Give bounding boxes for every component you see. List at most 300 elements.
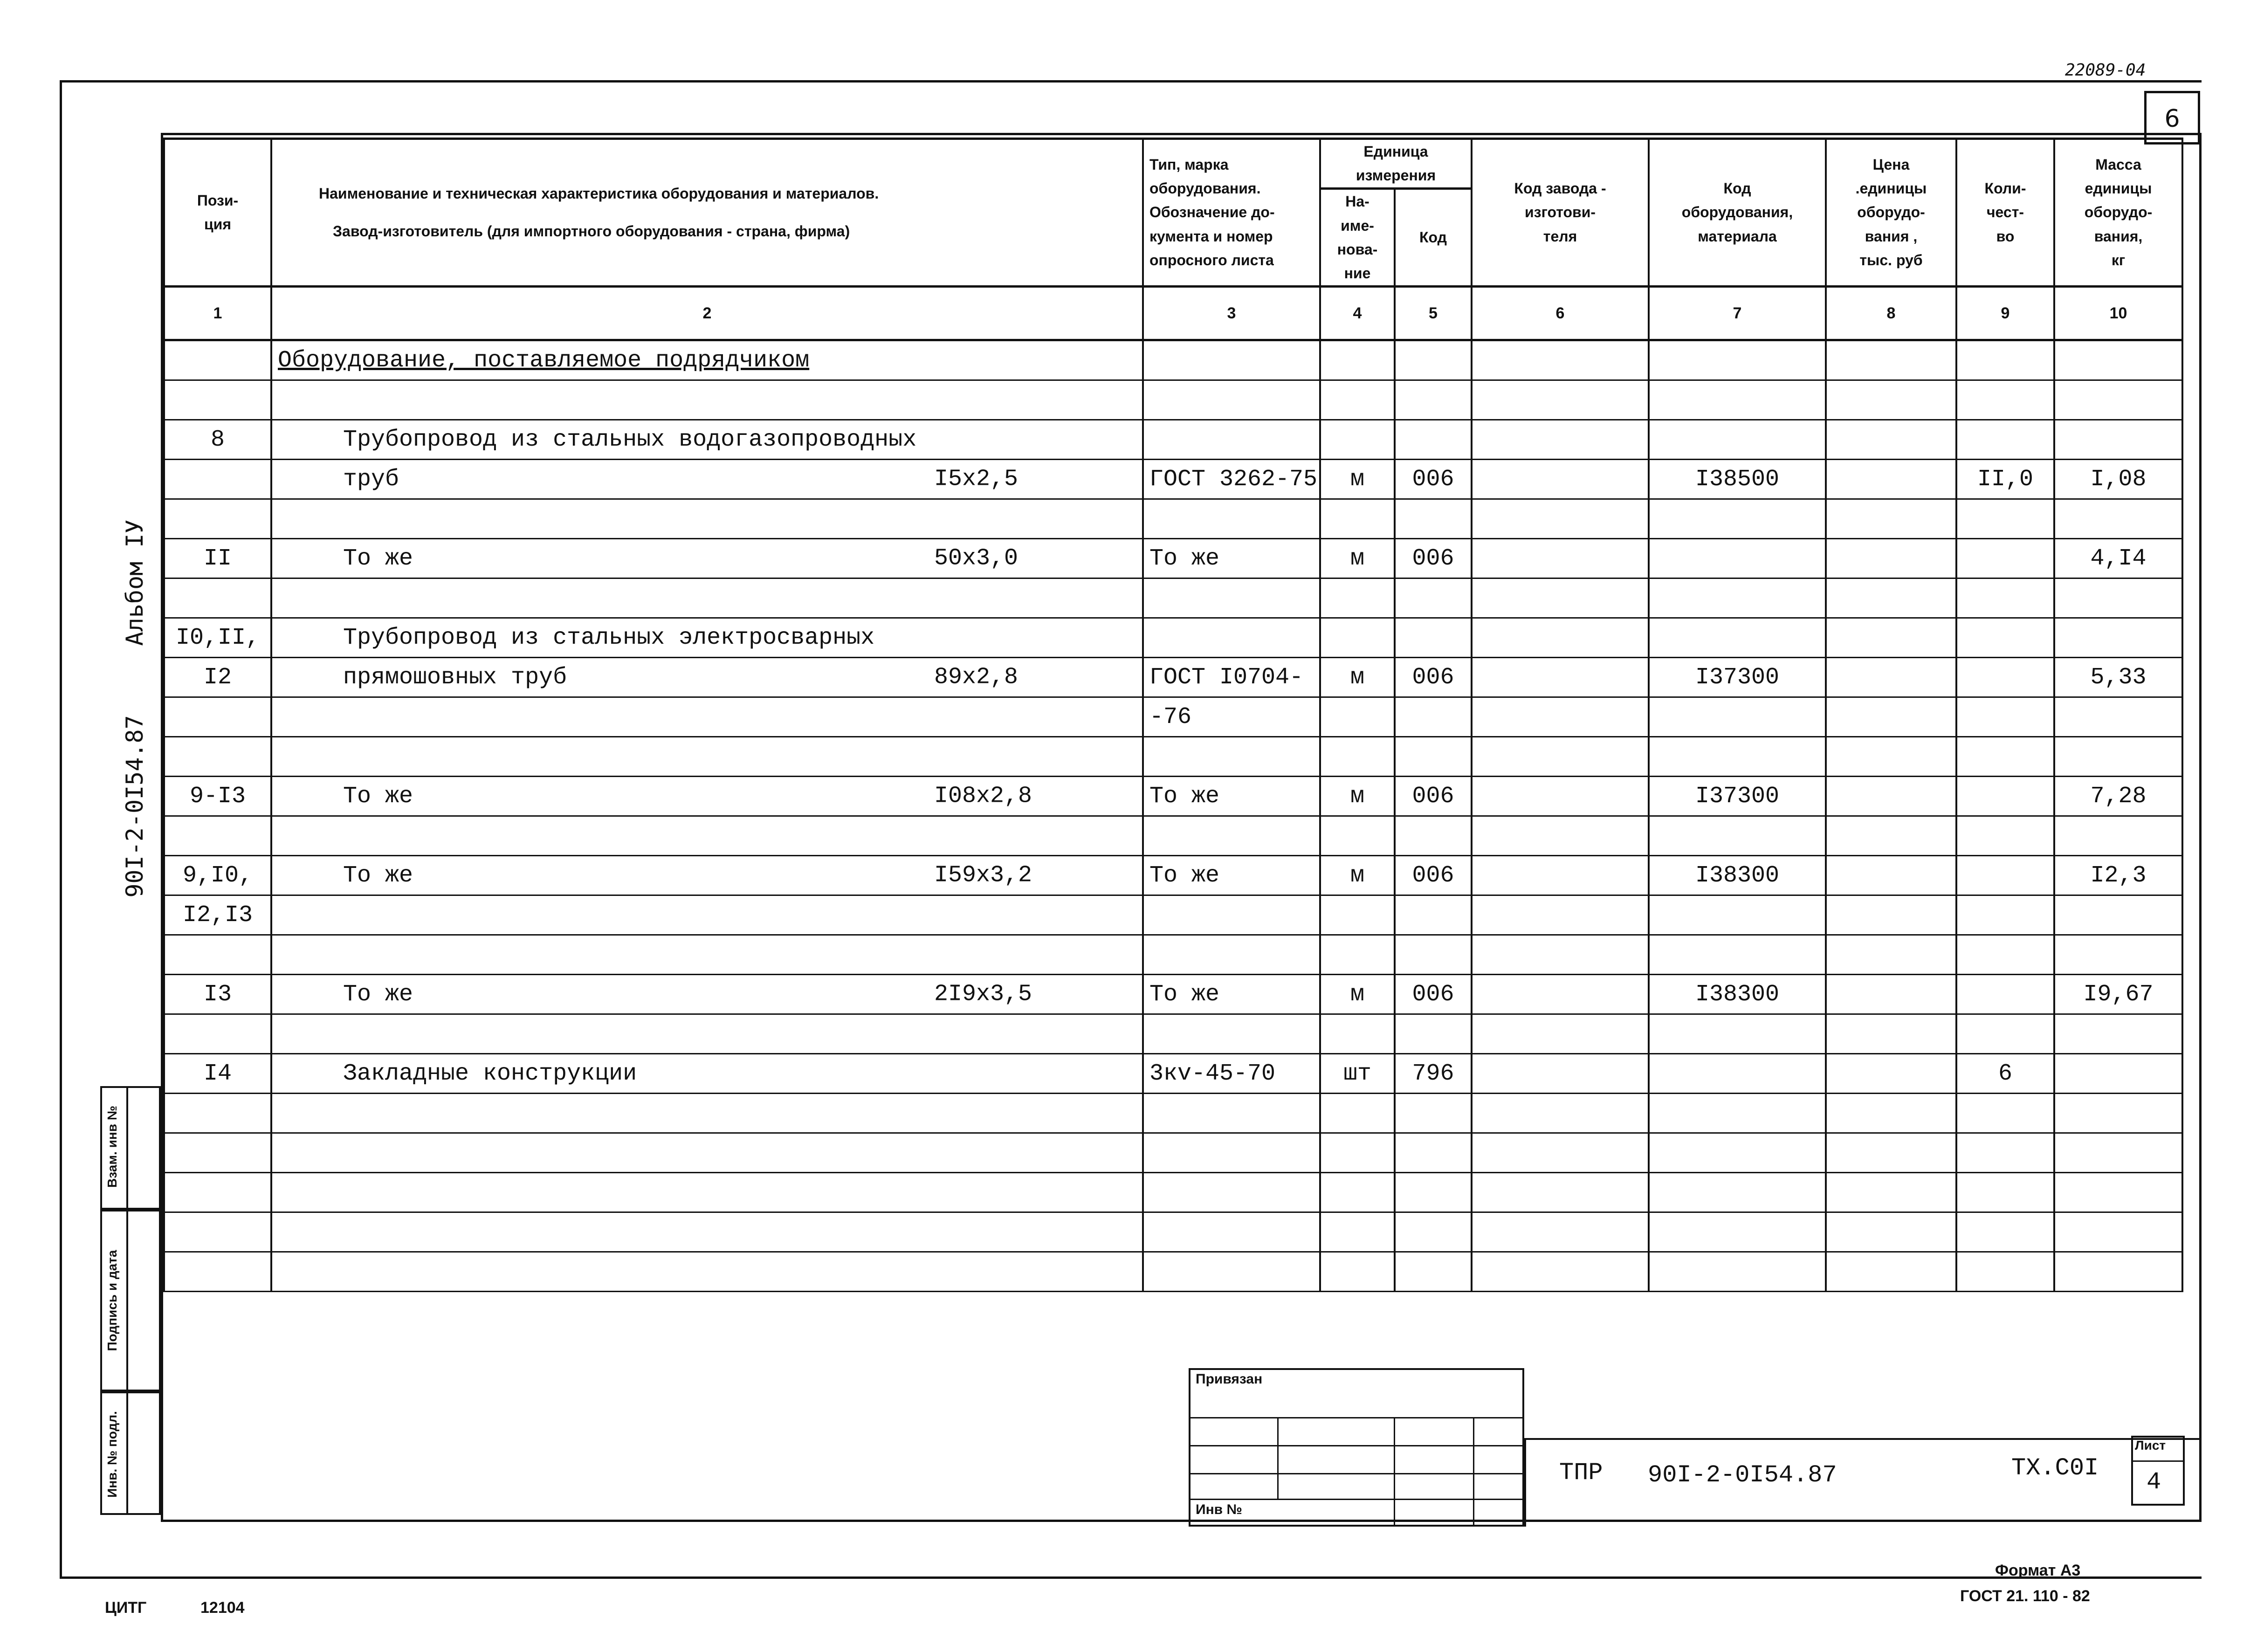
position-cell xyxy=(164,499,271,539)
empty-cell xyxy=(1826,539,1956,578)
mass-cell xyxy=(2054,895,2182,935)
item-name xyxy=(278,902,343,929)
header-mass: Масса единицы оборудо- вания, кг xyxy=(2054,139,2182,287)
item-size: 50x3,0 xyxy=(934,545,1018,572)
position-cell xyxy=(164,1094,271,1133)
item-size: 89x2,8 xyxy=(934,664,1018,691)
unit-cell xyxy=(1320,1094,1395,1133)
empty-cell xyxy=(1472,895,1649,935)
stub-vzam-label: Взам. инв № xyxy=(105,1106,119,1188)
empty-cell xyxy=(1472,499,1649,539)
doc-cell xyxy=(1143,935,1320,975)
equipment-code-cell: I38300 xyxy=(1649,975,1826,1014)
table-row xyxy=(164,658,2182,697)
quantity-cell xyxy=(1956,618,2054,658)
quantity-cell xyxy=(1956,777,2054,816)
table-row xyxy=(164,499,2182,539)
unit-cell: м xyxy=(1320,658,1395,697)
position-cell xyxy=(164,737,271,777)
empty-cell xyxy=(1472,1014,1649,1054)
empty-cell xyxy=(1472,935,1649,975)
equipment-code-cell xyxy=(1649,539,1826,578)
unit-code-cell xyxy=(1395,935,1472,975)
name-cell xyxy=(271,380,1143,420)
item-name xyxy=(278,1021,343,1047)
unit-code-cell xyxy=(1395,1212,1472,1252)
project-side-label: 90I-2-0I54.87 xyxy=(121,715,148,898)
equipment-code-cell xyxy=(1649,618,1826,658)
header-equipment-code: Код оборудования, материала xyxy=(1649,139,1826,287)
privyazan-label: Привязан xyxy=(1196,1371,1263,1387)
position-cell: I3 xyxy=(164,975,271,1014)
unit-code-cell xyxy=(1395,499,1472,539)
unit-code-cell xyxy=(1395,578,1472,618)
unit-cell xyxy=(1320,1014,1395,1054)
doc-cell xyxy=(1143,737,1320,777)
unit-code-cell xyxy=(1395,618,1472,658)
quantity-cell xyxy=(1956,895,2054,935)
quantity-cell xyxy=(1956,1094,2054,1133)
unit-code-cell xyxy=(1395,1252,1472,1292)
col-number: 8 xyxy=(1826,287,1956,340)
item-name xyxy=(278,1179,343,1206)
doc-cell xyxy=(1143,1094,1320,1133)
unit-cell xyxy=(1320,618,1395,658)
name-cell xyxy=(271,895,1143,935)
unit-code-cell xyxy=(1395,420,1472,460)
unit-code-cell xyxy=(1395,697,1472,737)
empty-cell xyxy=(1826,816,1956,856)
equipment-code-cell: I38500 xyxy=(1649,460,1826,499)
equipment-code-cell xyxy=(1649,1054,1826,1094)
unit-code-cell xyxy=(1395,737,1472,777)
quantity-cell: 6 xyxy=(1956,1054,2054,1094)
equipment-code-cell: I37300 xyxy=(1649,777,1826,816)
unit-cell xyxy=(1320,578,1395,618)
empty-cell xyxy=(1472,856,1649,895)
unit-code-cell xyxy=(1395,380,1472,420)
col-number: 9 xyxy=(1956,287,2054,340)
quantity-cell xyxy=(1956,1173,2054,1212)
header-type: Тип, марка оборудования. Обозначение до- кумента и номер опросного листа xyxy=(1143,139,1320,287)
doc-cell xyxy=(1143,1133,1320,1173)
name-cell xyxy=(271,1014,1143,1054)
item-size: 2I9x3,5 xyxy=(934,981,1032,1008)
quantity-cell xyxy=(1956,380,2054,420)
empty-cell xyxy=(1826,1173,1956,1212)
mass-cell xyxy=(2054,697,2182,737)
col-number: 6 xyxy=(1472,287,1649,340)
mass-cell xyxy=(2054,1252,2182,1292)
unit-cell xyxy=(1320,737,1395,777)
header-unit: Единица измерения xyxy=(1320,139,1472,189)
table-row xyxy=(164,420,2182,460)
position-cell xyxy=(164,380,271,420)
mass-cell xyxy=(2054,1054,2182,1094)
doc-cell xyxy=(1143,420,1320,460)
unit-code-cell xyxy=(1395,816,1472,856)
mass-cell xyxy=(2054,420,2182,460)
empty-cell xyxy=(1826,1014,1956,1054)
doc-cell: То же xyxy=(1143,975,1320,1014)
empty-cell xyxy=(1472,1054,1649,1094)
table-row xyxy=(164,895,2182,935)
unit-cell: м xyxy=(1320,539,1395,578)
mass-cell xyxy=(2054,816,2182,856)
name-cell xyxy=(271,856,1143,895)
mass-cell xyxy=(2054,737,2182,777)
section-title-row xyxy=(164,340,2182,380)
item-size: I5x2,5 xyxy=(934,466,1018,493)
format-label: Формат А3 xyxy=(1995,1562,2081,1579)
table-row xyxy=(164,856,2182,895)
quantity-cell xyxy=(1956,737,2054,777)
position-cell: I4 xyxy=(164,1054,271,1094)
doc-cell xyxy=(1143,578,1320,618)
item-name: Трубопровод из стальных электросварных xyxy=(343,624,875,651)
unit-cell xyxy=(1320,1133,1395,1173)
unit-cell xyxy=(1320,380,1395,420)
empty-cell xyxy=(1472,1252,1649,1292)
table-row xyxy=(164,1212,2182,1252)
quantity-cell xyxy=(1956,1212,2054,1252)
item-size: I08x2,8 xyxy=(934,783,1032,810)
doc-cell: То же xyxy=(1143,856,1320,895)
position-cell: I0,II, xyxy=(164,618,271,658)
quantity-cell xyxy=(1956,578,2054,618)
name-cell xyxy=(271,1133,1143,1173)
empty-cell xyxy=(1826,1054,1956,1094)
empty-cell xyxy=(1826,618,1956,658)
empty-cell xyxy=(1826,856,1956,895)
mass-cell: 7,28 xyxy=(2054,777,2182,816)
quantity-cell xyxy=(1956,935,2054,975)
empty-cell xyxy=(1826,975,1956,1014)
position-cell xyxy=(164,816,271,856)
unit-code-cell xyxy=(1395,1094,1472,1133)
unit-code-cell xyxy=(1395,895,1472,935)
stub-podpis-label: Подпись и дата xyxy=(105,1250,119,1351)
empty-cell xyxy=(1472,658,1649,697)
empty-cell xyxy=(1472,618,1649,658)
quantity-cell xyxy=(1956,1133,2054,1173)
project-code: 90I-2-0I54.87 xyxy=(1648,1461,1837,1489)
name-cell xyxy=(271,460,1143,499)
equipment-code-cell xyxy=(1649,935,1826,975)
quantity-cell: II,0 xyxy=(1956,460,2054,499)
equipment-code-cell xyxy=(1649,1173,1826,1212)
doc-cell: ГОСТ 3262-75 xyxy=(1143,460,1320,499)
equipment-code-cell xyxy=(1649,380,1826,420)
unit-code-cell xyxy=(1395,1014,1472,1054)
doc-cell: То же xyxy=(1143,539,1320,578)
unit-cell xyxy=(1320,499,1395,539)
empty-cell xyxy=(1826,499,1956,539)
position-cell: II xyxy=(164,539,271,578)
header-price: Цена .единицы оборудо- вания , тыс. руб xyxy=(1826,139,1956,287)
position-cell xyxy=(164,697,271,737)
position-cell: 9-I3 xyxy=(164,777,271,816)
quantity-cell xyxy=(1956,1014,2054,1054)
doc-cell: ГОСТ I0704- xyxy=(1143,658,1320,697)
empty-cell xyxy=(1826,420,1956,460)
unit-cell: м xyxy=(1320,777,1395,816)
name-cell xyxy=(271,618,1143,658)
mass-cell xyxy=(2054,1133,2182,1173)
empty-cell xyxy=(1826,658,1956,697)
item-name: То же xyxy=(343,981,413,1008)
quantity-cell xyxy=(1956,816,2054,856)
position-cell xyxy=(164,1014,271,1054)
item-size: I59x3,2 xyxy=(934,862,1032,889)
table-row xyxy=(164,737,2182,777)
header-unit-name: На- име- нова- ние xyxy=(1320,189,1395,287)
item-name: То же xyxy=(343,545,413,572)
table-row xyxy=(164,1252,2182,1292)
name-cell xyxy=(271,1173,1143,1212)
col-number: 5 xyxy=(1395,287,1472,340)
equipment-code-cell xyxy=(1649,499,1826,539)
empty-cell xyxy=(1826,1252,1956,1292)
table-row xyxy=(164,539,2182,578)
empty-cell xyxy=(1826,697,1956,737)
item-name xyxy=(278,1219,343,1246)
name-cell xyxy=(271,1252,1143,1292)
position-cell: I2 xyxy=(164,658,271,697)
unit-cell: м xyxy=(1320,975,1395,1014)
stub-inv-label: Инв. № подл. xyxy=(105,1411,119,1498)
header-unit-code: Код xyxy=(1395,189,1472,287)
list-label: Лист xyxy=(2135,1438,2166,1452)
quantity-cell xyxy=(1956,539,2054,578)
gost-label: ГОСТ 21. 110 - 82 xyxy=(1960,1587,2090,1605)
item-name xyxy=(278,1140,343,1166)
position-cell xyxy=(164,578,271,618)
quantity-cell xyxy=(1956,1252,2054,1292)
quantity-cell xyxy=(1956,975,2054,1014)
mass-cell xyxy=(2054,1212,2182,1252)
mass-cell: I,08 xyxy=(2054,460,2182,499)
doc-cell xyxy=(1143,816,1320,856)
item-name xyxy=(278,1100,343,1127)
equipment-code-cell: I37300 xyxy=(1649,658,1826,697)
list-number: 4 xyxy=(2147,1468,2161,1496)
table-row xyxy=(164,975,2182,1014)
table-row xyxy=(164,777,2182,816)
album-label: Альбом IУ xyxy=(121,519,148,646)
quantity-cell xyxy=(1956,499,2054,539)
table-row xyxy=(164,816,2182,856)
doc-cell xyxy=(1143,1252,1320,1292)
name-cell xyxy=(271,1212,1143,1252)
empty-cell xyxy=(1826,380,1956,420)
unit-cell xyxy=(1320,420,1395,460)
equipment-code-cell xyxy=(1649,420,1826,460)
position-cell: 9,I0, xyxy=(164,856,271,895)
header-position: Пози- ция xyxy=(164,139,271,287)
empty-cell xyxy=(1826,737,1956,777)
table-row xyxy=(164,697,2182,737)
name-cell xyxy=(271,499,1143,539)
quantity-cell xyxy=(1956,856,2054,895)
mass-cell xyxy=(2054,1173,2182,1212)
empty-cell xyxy=(1472,420,1649,460)
empty-cell xyxy=(1472,1212,1649,1252)
unit-code-cell: 006 xyxy=(1395,539,1472,578)
doc-cell xyxy=(1143,1212,1320,1252)
sheet-number: 6 xyxy=(2164,105,2180,133)
unit-cell: м xyxy=(1320,460,1395,499)
position-cell xyxy=(164,1173,271,1212)
unit-code-cell: 006 xyxy=(1395,975,1472,1014)
empty-cell xyxy=(1472,697,1649,737)
position-cell: 8 xyxy=(164,420,271,460)
mass-cell xyxy=(2054,380,2182,420)
title-block-main xyxy=(1524,1438,2202,1527)
unit-code-cell: 006 xyxy=(1395,777,1472,816)
unit-cell xyxy=(1320,697,1395,737)
mass-cell xyxy=(2054,1094,2182,1133)
mass-cell: I9,67 xyxy=(2054,975,2182,1014)
equipment-code-cell xyxy=(1649,816,1826,856)
unit-code-cell: 006 xyxy=(1395,856,1472,895)
item-name xyxy=(278,1259,343,1285)
item-name xyxy=(278,942,343,968)
empty-cell xyxy=(1826,1094,1956,1133)
name-cell xyxy=(271,697,1143,737)
empty-cell xyxy=(1472,460,1649,499)
empty-cell xyxy=(1826,777,1956,816)
table-row xyxy=(164,1133,2182,1173)
mass-cell xyxy=(2054,578,2182,618)
unit-cell xyxy=(1320,816,1395,856)
table-row xyxy=(164,1094,2182,1133)
unit-cell xyxy=(1320,1173,1395,1212)
col-number: 2 xyxy=(271,287,1143,340)
document-stamp: 22089-04 xyxy=(2065,61,2146,80)
section-title: Оборудование, поставляемое подрядчиком xyxy=(278,347,810,374)
unit-cell xyxy=(1320,1252,1395,1292)
table-row xyxy=(164,460,2182,499)
name-cell xyxy=(271,777,1143,816)
unit-code-cell xyxy=(1395,1173,1472,1212)
citg-number: 12104 xyxy=(200,1599,245,1617)
table-row xyxy=(164,578,2182,618)
empty-cell xyxy=(1826,1133,1956,1173)
equipment-code-cell xyxy=(1649,1133,1826,1173)
mass-cell xyxy=(2054,935,2182,975)
column-number-row xyxy=(164,287,2182,340)
table-row xyxy=(164,618,2182,658)
doc-cell: -76 xyxy=(1143,697,1320,737)
name-cell xyxy=(271,1094,1143,1133)
item-name xyxy=(278,387,343,413)
item-name: То же xyxy=(343,862,413,889)
equipment-code-cell xyxy=(1649,737,1826,777)
header-name: Наименование и техническая характеристика оборудования и материалов. Завод-изготовитель (для импортного оборудования - страна, фирма) xyxy=(271,139,1143,287)
equipment-code-cell: I38300 xyxy=(1649,856,1826,895)
empty-cell xyxy=(1472,975,1649,1014)
item-name xyxy=(278,743,343,770)
col-number: 1 xyxy=(164,287,271,340)
unit-code-cell xyxy=(1395,1133,1472,1173)
empty-cell xyxy=(1472,539,1649,578)
equipment-code-cell xyxy=(1649,895,1826,935)
empty-cell xyxy=(1472,380,1649,420)
doc-cell xyxy=(1143,1173,1320,1212)
name-cell xyxy=(271,420,1143,460)
col-number: 7 xyxy=(1649,287,1826,340)
item-name xyxy=(278,506,343,532)
specification-table xyxy=(163,138,2183,1292)
quantity-cell xyxy=(1956,420,2054,460)
unit-cell: м xyxy=(1320,856,1395,895)
unit-code-cell: 796 xyxy=(1395,1054,1472,1094)
empty-cell xyxy=(1826,578,1956,618)
mass-cell: 4,I4 xyxy=(2054,539,2182,578)
item-name: То же xyxy=(343,783,413,810)
name-cell xyxy=(271,737,1143,777)
item-name: Трубопровод из стальных водогазопроводных xyxy=(343,426,917,453)
position-cell xyxy=(164,460,271,499)
col-number: 10 xyxy=(2054,287,2182,340)
name-cell xyxy=(271,975,1143,1014)
unit-cell: шт xyxy=(1320,1054,1395,1094)
item-name: Закладные конструкции xyxy=(343,1060,637,1087)
inv-no-label: Инв № xyxy=(1196,1502,1242,1517)
empty-cell xyxy=(1472,737,1649,777)
empty-cell xyxy=(1472,1094,1649,1133)
col-number: 4 xyxy=(1320,287,1395,340)
header-factory-code: Код завода - изготови- теля xyxy=(1472,139,1649,287)
empty-cell xyxy=(1472,1133,1649,1173)
empty-cell xyxy=(1826,895,1956,935)
equipment-code-cell xyxy=(1649,578,1826,618)
mass-cell: 5,33 xyxy=(2054,658,2182,697)
empty-cell xyxy=(1826,1212,1956,1252)
equipment-code-cell xyxy=(1649,1252,1826,1292)
equipment-code-cell xyxy=(1649,1094,1826,1133)
equipment-code-cell xyxy=(1649,1014,1826,1054)
name-cell xyxy=(271,935,1143,975)
unit-cell xyxy=(1320,935,1395,975)
tpr-label: ТПР xyxy=(1559,1459,1603,1487)
item-name: прямошовных труб xyxy=(343,664,567,691)
mass-cell xyxy=(2054,499,2182,539)
empty-cell xyxy=(1826,460,1956,499)
header-quantity: Коли- чест- во xyxy=(1956,139,2054,287)
table-row xyxy=(164,935,2182,975)
item-name xyxy=(278,823,343,849)
item-name: труб xyxy=(343,466,399,493)
item-name xyxy=(278,585,343,612)
quantity-cell xyxy=(1956,697,2054,737)
empty-cell xyxy=(1472,578,1649,618)
name-cell xyxy=(271,816,1143,856)
empty-cell xyxy=(1826,935,1956,975)
doc-cell xyxy=(1143,1014,1320,1054)
table-row xyxy=(164,380,2182,420)
table-row xyxy=(164,1014,2182,1054)
name-cell xyxy=(271,578,1143,618)
position-cell: I2,I3 xyxy=(164,895,271,935)
mass-cell xyxy=(2054,618,2182,658)
doc-cell xyxy=(1143,499,1320,539)
name-cell xyxy=(271,1054,1143,1094)
doc-cell: 3кv-45-70 xyxy=(1143,1054,1320,1094)
unit-cell xyxy=(1320,1212,1395,1252)
unit-code-cell: 006 xyxy=(1395,460,1472,499)
